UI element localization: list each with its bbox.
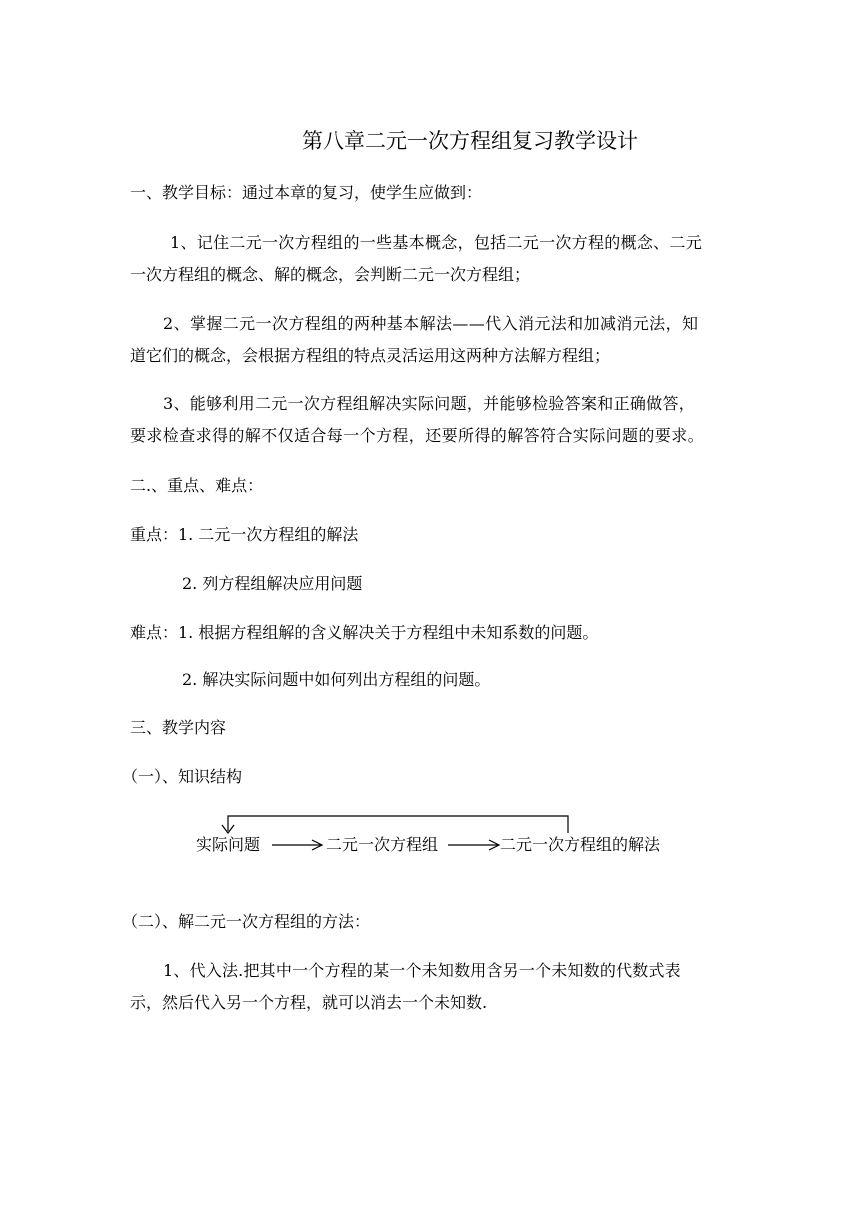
goal2-line2: 道它们的概念，会根据方程组的特点灵活运用这两种方法解方程组；: [130, 346, 611, 365]
goal2-line1: 2、掌握二元一次方程组的两种基本解法——代入消元法和加减消元法，知: [163, 314, 699, 333]
difficult-points-label: 难点：: [130, 623, 179, 642]
methods-heading: （二）、解二元一次方程组的方法：: [122, 912, 371, 931]
flow-node-equation-system: 二元一次方程组: [326, 835, 439, 854]
goal1-line2: 一次方程组的概念、解的概念，会判断二元一次方程组；: [130, 265, 531, 284]
goal3-line1: 3、能够利用二元一次方程组解决实际问题，并能够检验答案和正确做答，: [163, 394, 696, 413]
method1-line1: 1、代入法.把其中一个方程的某一个未知数用含另一个未知数的代数式表: [163, 961, 681, 980]
knowledge-structure-heading: （一）、知识结构: [122, 767, 243, 786]
goal3-line2: 要求检查求得的解不仅适合每一个方程，还要所得的解答符合实际问题的要求。: [130, 426, 705, 445]
difficult-point-2: 2. 解决实际问题中如何列出方程组的问题。: [182, 670, 491, 689]
difficult-point-1: 1. 根据方程组解的含义解决关于方程组中未知系数的问题。: [178, 623, 599, 642]
goal1-line1: 1、记住二元一次方程组的一些基本概念，包括二元一次方程的概念、二元: [170, 233, 703, 252]
arrow-right-icon: [489, 840, 499, 850]
section2-heading: 二.、重点、难点：: [130, 476, 264, 495]
feedback-arrow-icon: [222, 825, 234, 833]
page-title: 第八章二元一次方程组复习教学设计: [302, 129, 638, 153]
section1-heading: 一、教学目标：通过本章的复习，使学生应做到：: [130, 183, 483, 202]
key-points-label: 重点：: [130, 525, 179, 544]
arrow-right-icon: [312, 840, 322, 850]
flow-node-real-problem: 实际问题: [196, 835, 261, 854]
feedback-connector: [228, 816, 568, 833]
section3-heading: 三、教学内容: [130, 718, 227, 737]
flow-node-solution-method: 二元一次方程组的解法: [500, 835, 661, 854]
method1-line2: 示，然后代入另一个方程，就可以消去一个未知数.: [130, 993, 488, 1012]
key-point-1: 1. 二元一次方程组的解法: [178, 525, 359, 544]
key-point-2: 2. 列方程组解决应用问题: [182, 574, 363, 593]
